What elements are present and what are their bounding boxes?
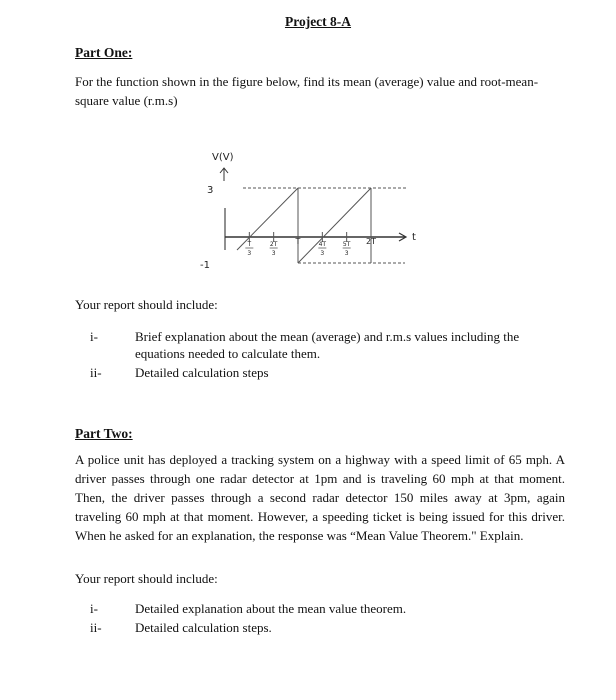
part-two-heading: Part Two: [75, 426, 133, 441]
part-one-report-intro: Your report should include: [75, 297, 218, 312]
list-item: Detailed calculation steps [135, 365, 269, 380]
x-tick-label-numerator: 2T [366, 237, 376, 246]
x-tick-label-numerator: T [295, 237, 301, 246]
list-item: Brief explanation about the mean (average) and r.m.s values including the equations needed to calculate them. [135, 329, 520, 361]
x-tick-label-numerator: 2T [269, 241, 278, 248]
x-axis-label: t [412, 232, 416, 243]
list-marker: ii- [90, 620, 102, 635]
list-marker: i- [90, 601, 98, 616]
y-axis-label: V(V) [212, 152, 234, 163]
page-title: Project 8-A [284, 14, 352, 29]
y-bottom-label: -1 [200, 260, 210, 271]
list-item: Detailed explanation about the mean value theorem. [135, 601, 407, 616]
part-one-text: For the function shown in the figure below, find its mean (average) value and root-mean-square value (r.m.s) [75, 74, 539, 108]
ramp-2 [298, 188, 371, 263]
x-tick-label-denominator: 3 [247, 250, 252, 257]
x-tick-label-denominator: 3 [271, 250, 276, 257]
list-item: Detailed calculation steps. [135, 620, 272, 635]
ramp-1 [237, 188, 298, 250]
part-two-report-intro: Your report should include: [75, 571, 218, 586]
x-tick-label-numerator: 4T [318, 241, 327, 248]
x-tick-label-denominator: 3 [320, 250, 325, 257]
up-arrow-icon [220, 168, 228, 181]
list-marker: ii- [90, 365, 102, 380]
part-two-text: A police unit has deployed a tracking system on a highway with a speed limit of 65 mph. A driver passes through one radar detector at 1pm and is traveling 60 mph at that moment. Then, the driver passes through a second radar detector 150 miles away at 3pm, again traveling 60 mph at that moment. However, a speeding ticket is being issued for this driver. When he asked for an explanation, the response was “Mean Value Theorem." Explain. [75, 452, 565, 543]
y-top-label: 3 [207, 185, 214, 196]
x-tick-label-numerator: 5T [342, 241, 351, 248]
list-marker: i- [90, 329, 98, 344]
x-tick-label-numerator: T [247, 241, 252, 248]
part-one-heading: Part One: [75, 45, 133, 60]
x-tick-label-denominator: 3 [344, 250, 349, 257]
